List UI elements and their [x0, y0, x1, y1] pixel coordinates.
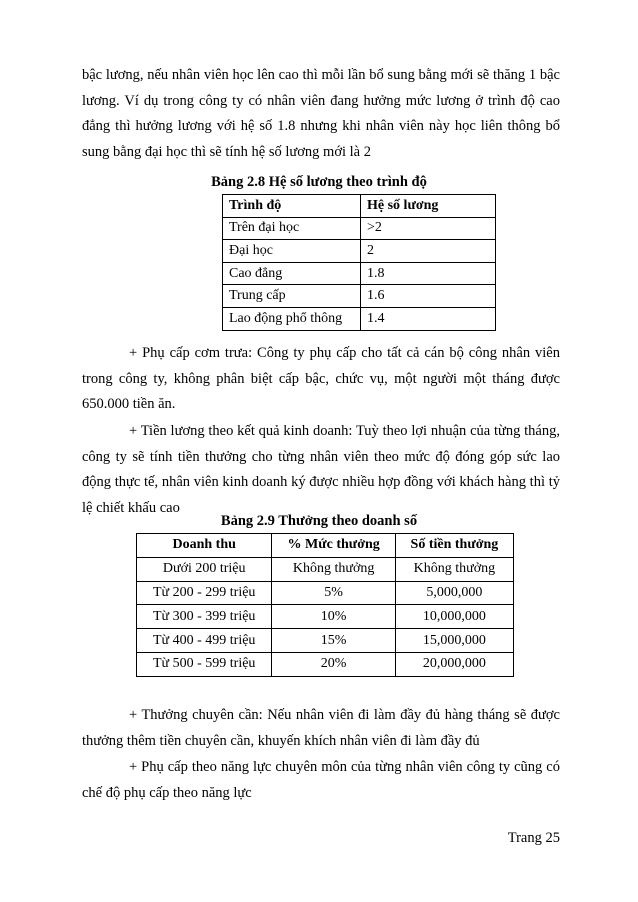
table-cell: Từ 500 - 599 triệu	[137, 652, 272, 676]
table-cell: Dưới 200 triệu	[137, 557, 272, 581]
table-cell: Trung cấp	[223, 285, 361, 308]
table-cell: 10%	[272, 605, 395, 629]
paragraph-business-result-pay: + Tiền lương theo kết quả kinh doanh: Tuỳ theo lợi nhuận của từng tháng, công ty sẽ tính tiền thưởng cho từng nhân viên theo mức độ đóng góp sức lao động thực tế, nhân viên kinh doanh ký được nhiều hợp đồng với khách hàng thì tỷ lệ chiết khấu cao	[82, 423, 560, 516]
table-cell: 15%	[272, 629, 395, 653]
table-cell: Từ 300 - 399 triệu	[137, 605, 272, 629]
sales-bonus-table	[136, 533, 514, 677]
header-revenue: Doanh thu	[137, 534, 272, 558]
paragraph-competency-allowance: + Phụ cấp theo năng lực chuyên môn của từng nhân viên công ty cũng có chế độ phụ cấp theo năng lực	[82, 759, 560, 801]
page-number: Trang 25	[507, 830, 560, 846]
header-bonus-amount: Số tiền thưởng	[395, 534, 513, 558]
table-header-row	[223, 195, 496, 218]
table-cell: 5%	[272, 581, 395, 605]
header-education-level: Trình độ	[223, 195, 361, 218]
table-row	[223, 262, 496, 285]
table-row	[137, 581, 514, 605]
paragraph-salary-grade: bậc lương, nếu nhân viên học lên cao thì mỗi lần bổ sung bằng mới sẽ thăng 1 bậc lương. Ví dụ trong công ty có nhân viên đang hưởng mức lương ở trình độ cao đẳng thì hưởng lương với hệ số 1.8 nhưng khi nhân viên này học liên thông bổ sung bằng đại học thì sẽ tính hệ số lương mới là 2	[82, 67, 560, 160]
table-row	[137, 557, 514, 581]
table-row	[137, 605, 514, 629]
table-2-9-caption: Bảng 2.9 Thưởng theo doanh số	[220, 513, 418, 529]
table-cell: 20,000,000	[395, 652, 513, 676]
table-cell: Lao động phổ thông	[223, 307, 361, 330]
table-cell: 2	[361, 240, 496, 263]
table-header-row	[137, 534, 514, 558]
table-cell: 5,000,000	[395, 581, 513, 605]
table-2-8-caption: Bảng 2.8 Hệ số lương theo trình độ	[211, 174, 427, 190]
table-cell: Từ 200 - 299 triệu	[137, 581, 272, 605]
table-cell: 1.6	[361, 285, 496, 308]
header-bonus-percent: % Mức thưởng	[272, 534, 395, 558]
table-cell: 10,000,000	[395, 605, 513, 629]
table-cell: Không thưởng	[272, 557, 395, 581]
table-cell: 1.4	[361, 307, 496, 330]
table-cell: 20%	[272, 652, 395, 676]
table-row	[223, 217, 496, 240]
table-row	[223, 285, 496, 308]
table-cell: Không thưởng	[395, 557, 513, 581]
salary-coefficient-table	[222, 194, 496, 331]
table-cell: Cao đẳng	[223, 262, 361, 285]
paragraph-lunch-allowance: + Phụ cấp cơm trưa: Công ty phụ cấp cho tất cả cán bộ công nhân viên trong công ty, không phân biệt cấp bậc, chức vụ, một người một tháng được 650.000 tiền ăn.	[82, 345, 560, 412]
header-salary-coefficient: Hệ số lương	[361, 195, 496, 218]
table-cell: Đại học	[223, 240, 361, 263]
table-cell: Trên đại học	[223, 217, 361, 240]
table-cell: 15,000,000	[395, 629, 513, 653]
table-cell: Từ 400 - 499 triệu	[137, 629, 272, 653]
table-row	[137, 629, 514, 653]
table-row	[223, 307, 496, 330]
paragraph-attendance-bonus: + Thưởng chuyên cần: Nếu nhân viên đi làm đầy đủ hàng tháng sẽ được thưởng thêm tiền chuyên cần, khuyến khích nhân viên đi làm đầy đủ	[82, 707, 560, 749]
table-row	[223, 240, 496, 263]
table-cell: 1.8	[361, 262, 496, 285]
table-cell: >2	[361, 217, 496, 240]
table-row	[137, 652, 514, 676]
